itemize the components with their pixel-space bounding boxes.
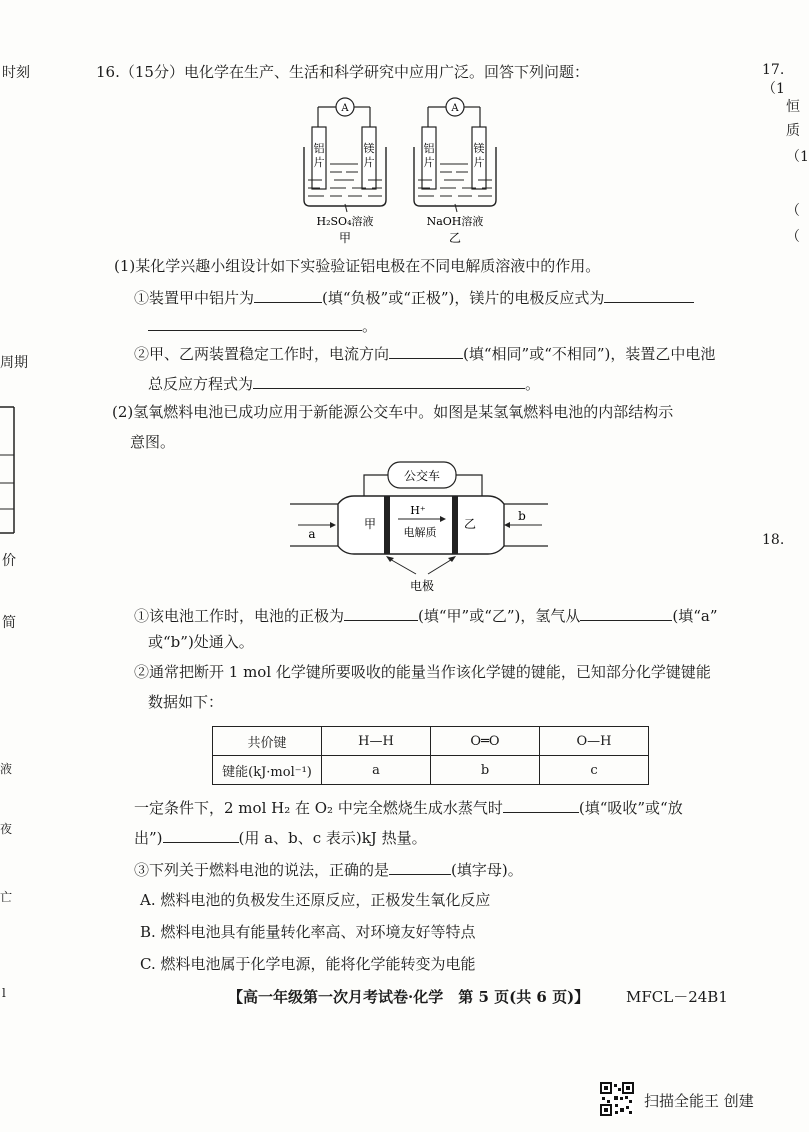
table-row [213, 756, 649, 785]
part2-q3-line [134, 858, 523, 880]
part2-q2-text-d: (填“吸收”或“放 [578, 799, 683, 817]
margin-text-yi: 亡 [0, 890, 13, 904]
part2-q1-text-c: (填“a” [672, 607, 718, 625]
table-header: H—H [322, 727, 431, 756]
margin-text-ye2: 夜 [0, 822, 13, 836]
cell-label-yi: 乙 [448, 231, 462, 245]
right-edge-c5: （ [786, 229, 800, 245]
solution-label-yi: NaOH溶液 [426, 215, 484, 228]
question-header: 16.（15分）电化学在生产、生活和科学研究中应用广泛。回答下列问题： [96, 63, 589, 81]
right-edge-q18: 18. [762, 532, 785, 548]
figure-fuel-cell [290, 458, 550, 598]
part2-q2-line2 [134, 826, 427, 848]
part1-q2-text-c: 总反应方程式为 [148, 375, 254, 393]
part1-q2-text-a: ②甲、乙两装置稳定工作时，电流方向 [134, 345, 390, 363]
answer-blank-5[interactable] [253, 372, 525, 389]
part2-q1-text-b: (填“甲”或“乙”)，氢气从 [418, 607, 581, 625]
margin-text-l: l [2, 986, 6, 1000]
inlet-b-label: b [518, 509, 526, 523]
part2-q1-line [134, 604, 718, 626]
option-a: A. 燃料电池的负极发生还原反应，正极发生氧化反应 [140, 891, 491, 909]
right-edge-c2: 质 [786, 123, 800, 139]
answer-blank-2[interactable] [604, 286, 694, 303]
part2-q3-text-a: ③下列关于燃料电池的说法，正确的是 [134, 861, 390, 879]
part2-q1-line2: 或“b”)处通入。 [148, 633, 254, 651]
al-label-yi-2: 片 [423, 156, 435, 169]
part2-intro: (2)氢氧燃料电池已成功应用于新能源公交车中。如图是某氢氧燃料电池的内部结构示 [112, 403, 674, 421]
margin-box [0, 405, 16, 535]
part2-q2-text-f: (用 a、b、c 表示)kJ 热量。 [238, 829, 427, 847]
part2-q2-line [134, 796, 683, 818]
fuel-cell-yi-label: 乙 [463, 517, 477, 531]
page-footer-code: MFCL－24B1 [626, 988, 728, 1006]
margin-text-date: 周期 [0, 355, 28, 371]
part1-q2-text-b: (填“相同”或“不相同”)，装置乙中电池 [463, 345, 716, 363]
qr-code-icon [600, 1082, 634, 1116]
part1-q1-line2 [148, 314, 377, 336]
mg-label-jia-2: 片 [363, 156, 375, 169]
fuel-cell-jia-label: 甲 [363, 517, 377, 531]
page-footer-title: 【高一年级第一次月考试卷·化学 第 5 页(共 6 页)】 [228, 988, 590, 1006]
margin-text-ye1: 液 [0, 762, 13, 776]
inlet-a-label: a [308, 527, 316, 541]
table-cell: b [431, 756, 540, 785]
electrode-left [384, 496, 390, 554]
part2-q1-text-a: ①该电池工作时，电池的正极为 [134, 607, 345, 625]
table-cell: a [322, 756, 431, 785]
answer-blank-8[interactable] [503, 796, 579, 813]
part2-q3-text-b: (填字母)。 [451, 861, 523, 879]
table-cell: c [540, 756, 649, 785]
al-label-yi-1: 铝 [423, 142, 435, 155]
table-header-row [213, 727, 649, 756]
table-header: 共价键 [213, 727, 322, 756]
bus-label: 公交车 [403, 469, 441, 483]
answer-blank-10[interactable] [389, 858, 451, 875]
mg-label-yi-2: 片 [473, 156, 485, 169]
part2-q2-text-c: 一定条件下，2 mol H₂ 在 O₂ 中完全燃烧生成水蒸气时 [134, 799, 503, 817]
part1-q1-text-a: ①装置甲中铝片为 [134, 289, 255, 307]
part2-q2-intro2: 数据如下： [148, 693, 224, 711]
ammeter-label-yi: A [451, 103, 459, 114]
part1-q2-text-d: 。 [525, 375, 541, 393]
part1-q1-text-b: (填“负极”或“正极”)，镁片的电极反应式为 [322, 289, 605, 307]
option-c: C. 燃料电池属于化学电源，能将化学能转变为电能 [140, 955, 476, 973]
figure-galvanic-cells [290, 92, 510, 252]
cell-yi [414, 98, 496, 245]
margin-text-jian: 简 [2, 615, 16, 631]
al-label-jia-2: 片 [313, 156, 325, 169]
answer-blank-9[interactable] [163, 826, 239, 843]
mg-label-yi-1: 镁 [473, 142, 485, 155]
mg-label-jia-1: 镁 [363, 142, 375, 155]
part1-q1-line [134, 286, 694, 308]
right-edge-q17: 17.（1 [762, 62, 785, 97]
ammeter-label-jia: A [341, 103, 349, 114]
table-header: O—H [540, 727, 649, 756]
electrode-label: 电极 [409, 579, 435, 593]
electrolyte-label: 电解质 [403, 526, 437, 539]
answer-blank-6[interactable] [344, 604, 418, 621]
part1-q2-line2 [148, 372, 540, 394]
right-edge-c3: （1 [786, 149, 809, 165]
cell-jia [304, 98, 386, 245]
part1-intro: (1)某化学兴趣小组设计如下实验验证铝电极在不同电解质溶液中的作用。 [114, 257, 601, 275]
table-row-label: 键能(kJ·mol⁻¹) [213, 756, 322, 785]
answer-blank-3[interactable] [148, 314, 362, 331]
part2-q2-intro: ②通常把断开 1 mol 化学键所要吸收的能量当作该化学键的键能，已知部分化学键键能 [134, 663, 711, 681]
h-ion-label: H⁺ [410, 504, 426, 517]
option-b: B. 燃料电池具有能量转化率高、对环境友好等特点 [140, 923, 476, 941]
part1-q1-text-c: 。 [362, 317, 378, 335]
part2-intro2: 意图。 [130, 433, 176, 451]
part1-q2-line [134, 342, 715, 364]
right-edge-c1: 恒 [786, 99, 800, 115]
margin-text-jia: 价 [2, 553, 16, 569]
margin-text-time: 时刻 [2, 65, 30, 81]
watermark-text: 扫描全能王 创建 [644, 1092, 754, 1110]
cell-label-jia: 甲 [338, 231, 352, 245]
electrode-right [452, 496, 458, 554]
solution-label-jia: H₂SO₄溶液 [316, 215, 374, 228]
bond-energy-table [212, 726, 649, 785]
answer-blank-4[interactable] [389, 342, 463, 359]
answer-blank-7[interactable] [580, 604, 672, 621]
part2-q2-text-e: 出”) [134, 829, 163, 847]
right-edge-c4: （ [786, 203, 800, 219]
table-header: O═O [431, 727, 540, 756]
al-label-jia-1: 铝 [313, 142, 325, 155]
answer-blank-1[interactable] [254, 286, 322, 303]
